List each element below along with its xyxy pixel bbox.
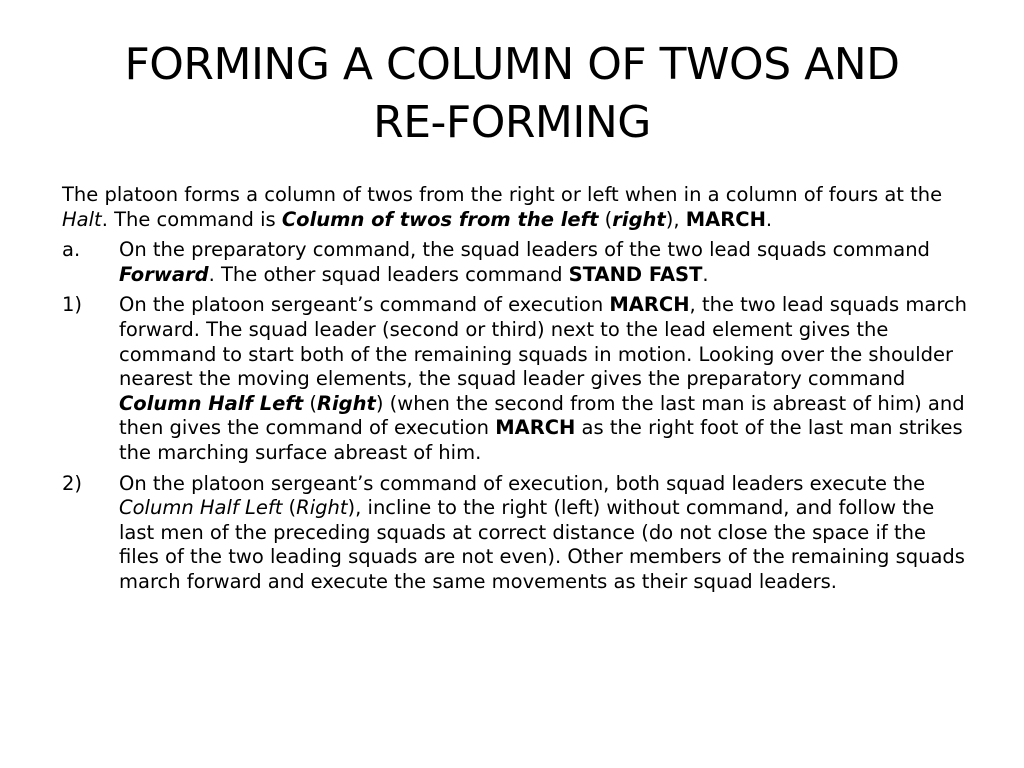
intro-halt: Halt [62,207,102,231]
item-2-right: Right [296,496,348,520]
item-a-text-3: . The other squad leaders command [208,262,569,286]
list-content-2 [119,472,968,595]
item-1-text-1: On the platoon sergeant’s command of execution [119,293,610,317]
intro-text-5: ( [598,207,613,231]
slide-title [60,36,964,152]
list-item-2 [62,472,968,595]
title-line-1: FORMING A COLUMN OF TWOS AND [124,39,900,90]
item-1-march: MARCH [609,293,690,317]
item-1-text-9: as the right foot of the last man strikes the marching surface abreast of him. [119,416,963,464]
item-a-text-1: On the preparatory command, the squad leaders of the two lead squads command [119,238,930,262]
item-2-text-3: ( [282,496,297,520]
intro-text-3: . The command is [101,207,282,231]
intro-paragraph [62,183,968,232]
list-item-1 [62,293,968,465]
intro-march: MARCH [685,207,766,231]
item-a-forward: Forward [119,262,209,286]
list-marker-a: a. [62,238,81,262]
intro-text-9: . [765,207,773,231]
intro-right: right [612,207,666,231]
item-2-text-5: ), incline to the right (left) without command, and follow the last men of the preceding squads at correct distance (do not close the space if the files of the two leading squads are not even). Other members of the remaining squads march forward and execute the same movements as their squad leaders. [119,496,965,593]
intro-command: Column of twos from the left [281,207,599,231]
item-1-text-7: ) (when the second from the last man is abreast of him) and then gives the command of execution [119,391,965,440]
item-1-column-half-left: Column Half Left [119,391,304,415]
intro-text-1: The platoon forms a column of twos from the right or left when in a column of fours at the [62,183,943,206]
slide-body [62,183,968,601]
item-1-march-2: MARCH [495,416,576,440]
list-content-1 [119,293,968,465]
list-marker-2: 2) [62,471,83,495]
item-2-column-half-left: Column Half Left [119,496,283,520]
item-1-text-5: ( [303,391,317,415]
list-marker-1: 1) [62,293,83,317]
item-a-text-5: . [702,262,709,286]
item-a-stand-fast: STAND FAST [568,262,703,286]
item-2-text-1: On the platoon sergeant’s command of execution, both squad leaders execute the [119,471,926,495]
list-item-a [62,238,968,287]
title-line-2: RE-FORMING [373,97,651,148]
list-content-a [119,238,968,287]
item-1-right: Right [316,391,376,415]
item-1-text-3: , the two lead squads march forward. The squad leader (second or third) next to the lead element gives the command to start both of the remaining squads in motion. Looking over the shoulder nearest the moving elements, the squad leader gives the preparatory command [119,293,968,391]
intro-text-7: ), [665,207,686,231]
